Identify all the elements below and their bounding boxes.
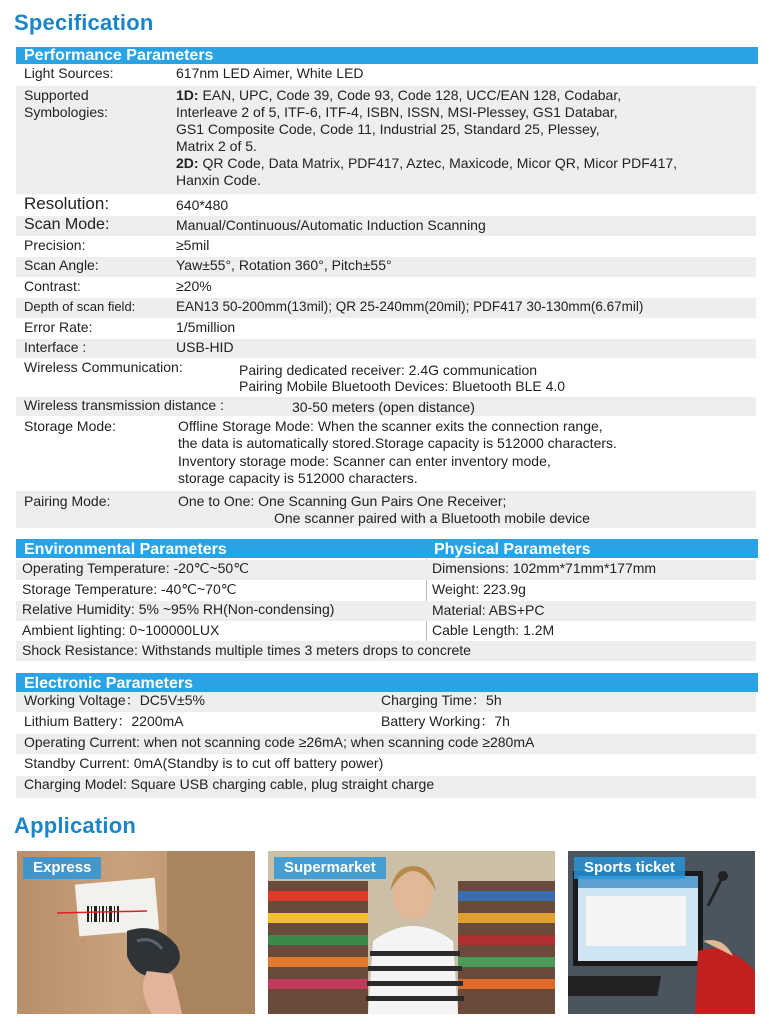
light-value: 617nm LED Aimer, White LED xyxy=(176,65,364,81)
row-contrast xyxy=(16,278,756,297)
performance-header: Performance Parameters xyxy=(16,47,758,64)
row-wireless xyxy=(16,359,756,395)
lithium-battery: Lithium Battery：2200mA xyxy=(24,713,184,729)
error-label: Error Rate: xyxy=(24,319,93,335)
error-value: 1/5million xyxy=(176,319,236,335)
ambient: Ambient lighting: 0~100000LUX xyxy=(22,622,220,638)
storage-value-3: Inventory storage mode: Scanner can enter inventory mode, xyxy=(178,453,551,469)
pairing-value-2: One scanner paired with a Bluetooth mobile device xyxy=(274,510,590,526)
row-ambient xyxy=(16,622,756,641)
row-humidity xyxy=(16,601,756,621)
sym-2d-prefix: 2D: xyxy=(176,155,199,171)
electronic-header: Electronic Parameters xyxy=(16,675,758,692)
angle-value: Yaw±55°, Rotation 360°, Pitch±55° xyxy=(176,257,392,273)
tile-label-supermarket: Supermarket xyxy=(274,857,386,879)
humidity: Relative Humidity: 5% ~95% RH(Non-condensing) xyxy=(22,601,335,617)
sym-1d-line1 xyxy=(176,87,621,104)
distance-value: 30-50 meters (open distance) xyxy=(292,399,475,415)
row-voltage xyxy=(16,692,756,712)
row-interface xyxy=(16,339,756,358)
specification-title: Specification xyxy=(14,10,154,35)
storage-value-4: storage capacity is 512000 characters. xyxy=(178,470,418,486)
sym-1d-line3: GS1 Composite Code, Code 11, Industrial 25, Standard 25, Plessey, xyxy=(176,121,600,137)
tile-label-express: Express xyxy=(23,857,101,879)
application-title: Application xyxy=(14,813,136,838)
resolution-value: 640*480 xyxy=(176,197,229,213)
interface-label: Interface : xyxy=(24,339,87,355)
sym-2d-line2: Hanxin Code. xyxy=(176,172,261,188)
row-distance xyxy=(16,397,756,416)
sym-label-2: Symbologies: xyxy=(24,104,109,120)
sym-1d-text1: EAN, UPC, Code 39, Code 93, Code 128, UCC/EAN 128, Codabar, xyxy=(198,87,622,103)
op-temp: Operating Temperature: -20℃~50℃ xyxy=(22,560,249,576)
light-label: Light Sources: xyxy=(24,65,114,81)
precision-label: Precision: xyxy=(24,237,86,253)
depth-value: EAN13 50-200mm(13mil); QR 25-240mm(20mil); PDF417 30-130mm(6.67mil) xyxy=(176,299,644,314)
charging-time: Charging Time：5h xyxy=(381,692,502,708)
operating-current: Operating Current: when not scanning code ≥26mA; when scanning code ≥280mA xyxy=(24,734,535,750)
photo-sports-ticket xyxy=(568,851,755,1014)
material: Material: ABS+PC xyxy=(432,602,545,618)
row-pairing xyxy=(16,491,756,528)
sym-1d-line4: Matrix 2 of 5. xyxy=(176,138,257,154)
row-scan-angle xyxy=(16,257,756,277)
standby-current: Standby Current: 0mA(Standby is to cut off battery power) xyxy=(24,755,384,771)
photo-express xyxy=(17,851,255,1014)
resolution-label: Resolution: xyxy=(24,194,110,213)
charging-model: Charging Model: Square USB charging cable, plug straight charge xyxy=(24,776,435,792)
shock: Shock Resistance: Withstands multiple times 3 meters drops to concrete xyxy=(22,642,471,658)
pairing-value-1: One to One: One Scanning Gun Pairs One Receiver; xyxy=(178,493,507,509)
sym-2d-line1 xyxy=(176,155,677,172)
precision-value: ≥5mil xyxy=(176,237,210,253)
wireless-label: Wireless Communication: xyxy=(24,359,183,375)
row-charging-model xyxy=(16,776,756,798)
row-precision xyxy=(16,237,756,256)
pairing-label: Pairing Mode: xyxy=(24,493,111,509)
row-depth xyxy=(16,298,756,318)
wireless-value-1: Pairing dedicated receiver: 2.4G communication xyxy=(239,362,538,378)
sym-1d-prefix: 1D: xyxy=(176,87,199,103)
storage-label: Storage Mode: xyxy=(24,418,116,434)
scan-mode-label: Scan Mode: xyxy=(24,216,110,233)
row-shock xyxy=(16,641,756,661)
photo-supermarket xyxy=(268,851,555,1014)
row-resolution xyxy=(16,195,756,215)
row-storage xyxy=(16,418,756,489)
storage-temp: Storage Temperature: -40℃~70℃ xyxy=(22,581,237,597)
wireless-value-2: Pairing Mobile Bluetooth Devices: Bluetooth BLE 4.0 xyxy=(239,378,566,394)
row-operating-current xyxy=(16,734,756,754)
battery-working: Battery Working：7h xyxy=(381,713,510,729)
row-standby xyxy=(16,755,756,775)
interface-value: USB-HID xyxy=(176,339,234,355)
scan-mode-value: Manual/Continuous/Automatic Induction Scanning xyxy=(176,217,486,233)
dimensions: Dimensions: 102mm*71mm*177mm xyxy=(432,560,657,576)
angle-label: Scan Angle: xyxy=(24,257,99,273)
weight: Weight: 223.9g xyxy=(432,581,526,597)
storage-value-2: the data is automatically stored.Storage capacity is 512000 characters. xyxy=(178,435,617,451)
row-storage-temp xyxy=(16,581,756,600)
depth-label: Depth of scan field: xyxy=(24,299,136,314)
cable-length: Cable Length: 1.2M xyxy=(432,622,555,638)
row-error-rate xyxy=(16,319,756,338)
contrast-value: ≥20% xyxy=(176,278,212,294)
row-light-sources xyxy=(16,65,756,84)
environmental-header: Environmental Parameters xyxy=(16,541,426,558)
row-scan-mode xyxy=(16,216,756,236)
row-temp xyxy=(16,560,756,580)
working-voltage: Working Voltage：DC5V±5% xyxy=(24,692,205,708)
sym-1d-line2: Interleave 2 of 5, ITF-6, ITF-4, ISBN, ISSN, MSI-Plessey, GS1 Databar, xyxy=(176,104,618,120)
tile-label-sports-ticket: Sports ticket xyxy=(574,857,685,879)
storage-value-1: Offline Storage Mode: When the scanner exits the connection range, xyxy=(178,418,603,434)
row-symbologies xyxy=(16,86,756,194)
sym-2d-text1: QR Code, Data Matrix, PDF417, Aztec, Maxicode, Micor QR, Micor PDF417, xyxy=(198,155,678,171)
row-battery xyxy=(16,713,756,733)
contrast-label: Contrast: xyxy=(24,278,81,294)
physical-header: Physical Parameters xyxy=(426,541,758,558)
distance-label: Wireless transmission distance : xyxy=(24,397,224,413)
sym-label-1: Supported xyxy=(24,87,89,103)
